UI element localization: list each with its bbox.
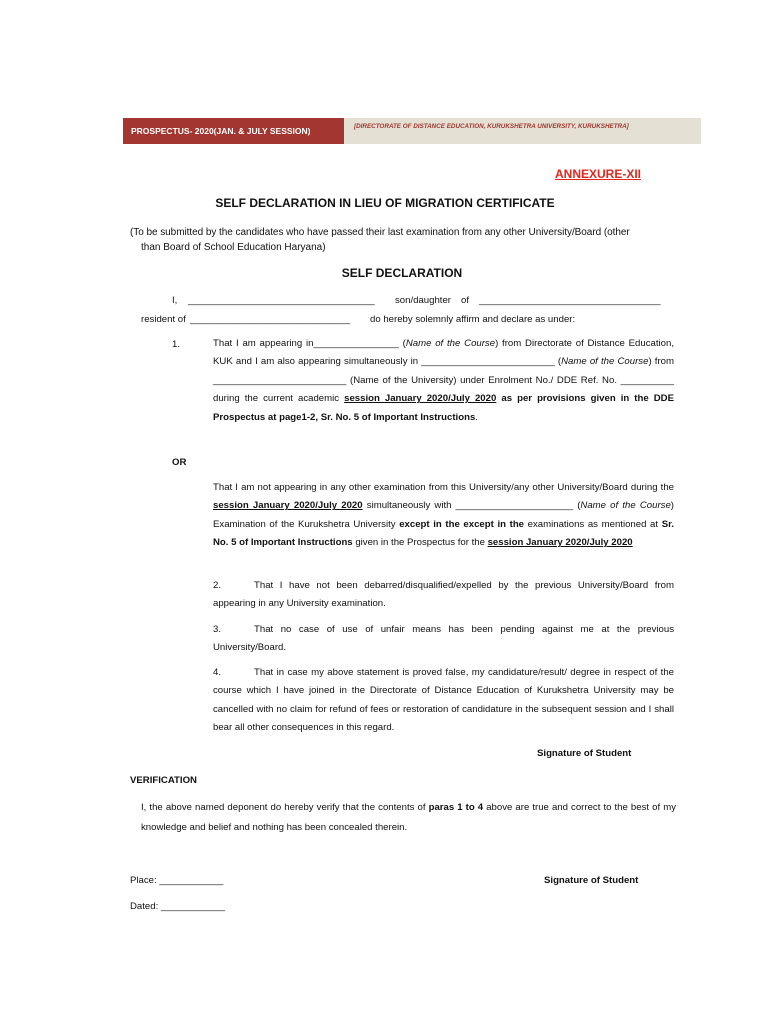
item-2 (213, 577, 674, 614)
header-directorate: [DIRECTORATE OF DISTANCE EDUCATION, KURUKSHETRA UNIVERSITY, KURUKSHETRA] (344, 118, 701, 144)
verification-text (141, 798, 676, 838)
para-or-session-2: session January 2020/July 2020 (487, 537, 633, 549)
verification-heading: VERIFICATION (130, 775, 197, 786)
signature-student-1: Signature of Student (537, 748, 632, 759)
intro-name-blank: ___________________________________ (188, 295, 375, 306)
section-subtitle: SELF DECLARATION (341, 266, 463, 280)
para-1-provisions: as per provisions given in the DDE Prospectus at page1-2, Sr. No. 5 of Important Instructions (213, 393, 674, 423)
para-or-except: except in the except in the (399, 518, 525, 530)
para-or-text-a: That I am not appearing in any other examination from this University/any other University/Board during the (213, 482, 674, 493)
para-or (213, 479, 674, 553)
dated-field: Dated: ____________ (130, 901, 225, 912)
para-1 (213, 335, 674, 427)
para-1-number: 1. (172, 339, 181, 350)
signature-student-2: Signature of Student (544, 875, 639, 886)
para-or-text-b: simultaneously with ______________________ ( (362, 500, 581, 512)
verification-text-b: above are true and correct to the best of my knowledge and belief and nothing has been concealed therein. (141, 802, 677, 833)
item-2-number: 2. (213, 580, 222, 591)
submission-note (130, 225, 678, 255)
item-3-number: 3. (213, 624, 222, 635)
document-title: SELF DECLARATION IN LIEU OF MIGRATION CERTIFICATE (215, 196, 555, 210)
para-or-sr-no: Sr. No. 5 of Important Instructions (213, 518, 674, 549)
note-line-2: than Board of School Education Haryana) (141, 242, 326, 253)
para-or-course: Name of the Course (580, 500, 671, 512)
intro-resident-of: resident of (141, 314, 186, 325)
para-or-text-e: given in the Prospectus for the (352, 537, 488, 549)
item-4 (213, 664, 674, 738)
place-field: Place: ____________ (130, 875, 224, 886)
header-prospectus: PROSPECTUS- 2020(JAN. & JULY SESSION) (123, 118, 344, 144)
intro-resident-blank: ______________________________ (190, 314, 351, 325)
annexure-label: ANNEXURE-XII (555, 167, 642, 181)
verification-text-a: I, the above named deponent do hereby verify that the contents of (141, 802, 429, 813)
item-4-text: That in case my above statement is proved false, my candidature/result/ degree in respect of the course which I have joined in the Directorate of Distance Education of Kurukshetra University may be cancelled with no claim for refund of fees or restoration of candidature in the subsequent session and I shall bear all other consequences in this regard. (213, 667, 674, 734)
or-label: OR (172, 457, 187, 468)
para-or-session-1: session January 2020/July 2020 (213, 500, 363, 512)
para-1-session: session January 2020/July 2020 (344, 393, 497, 405)
para-or-text-c: ) Examination of the Kurukshetra University (213, 500, 674, 530)
para-or-text-d: examinations as mentioned at (524, 518, 662, 530)
para-1-text-c: ) from _________________________ (Name of the University) under Enrolment No./ DDE Ref. No. __________ during the current academic (213, 356, 674, 405)
note-line-1: (To be submitted by the candidates who have passed their last examination from any other University/Board (other (130, 227, 630, 238)
intro-parent-blank: __________________________________ (479, 295, 661, 306)
item-3 (213, 621, 674, 658)
para-1-period: . (475, 411, 478, 423)
item-2-text: That I have not been debarred/disqualified/expelled by the previous University/Board from appearing in any University examination. (213, 580, 674, 610)
intro-affirm: do hereby solemnly affirm and declare as under: (370, 314, 576, 325)
item-3-text: That no case of use of unfair means has been pending against me at the previous University/Board. (213, 624, 674, 654)
verification-paras: paras 1 to 4 (428, 802, 484, 813)
para-1-course-1: Name of the Course (405, 338, 496, 349)
item-4-number: 4. (213, 667, 222, 678)
para-1-text-b: ) from Directorate of Distance Education, KUK and I am also appearing simultaneously in _________________________ ( (213, 338, 674, 368)
intro-son-daughter: son/daughter (395, 295, 452, 306)
para-1-course-2: Name of the Course (561, 356, 649, 368)
intro-of: of (461, 295, 470, 306)
para-1-text-a: That I am appearing in________________ ( (213, 338, 406, 349)
intro-i-prefix: I, (172, 295, 178, 306)
